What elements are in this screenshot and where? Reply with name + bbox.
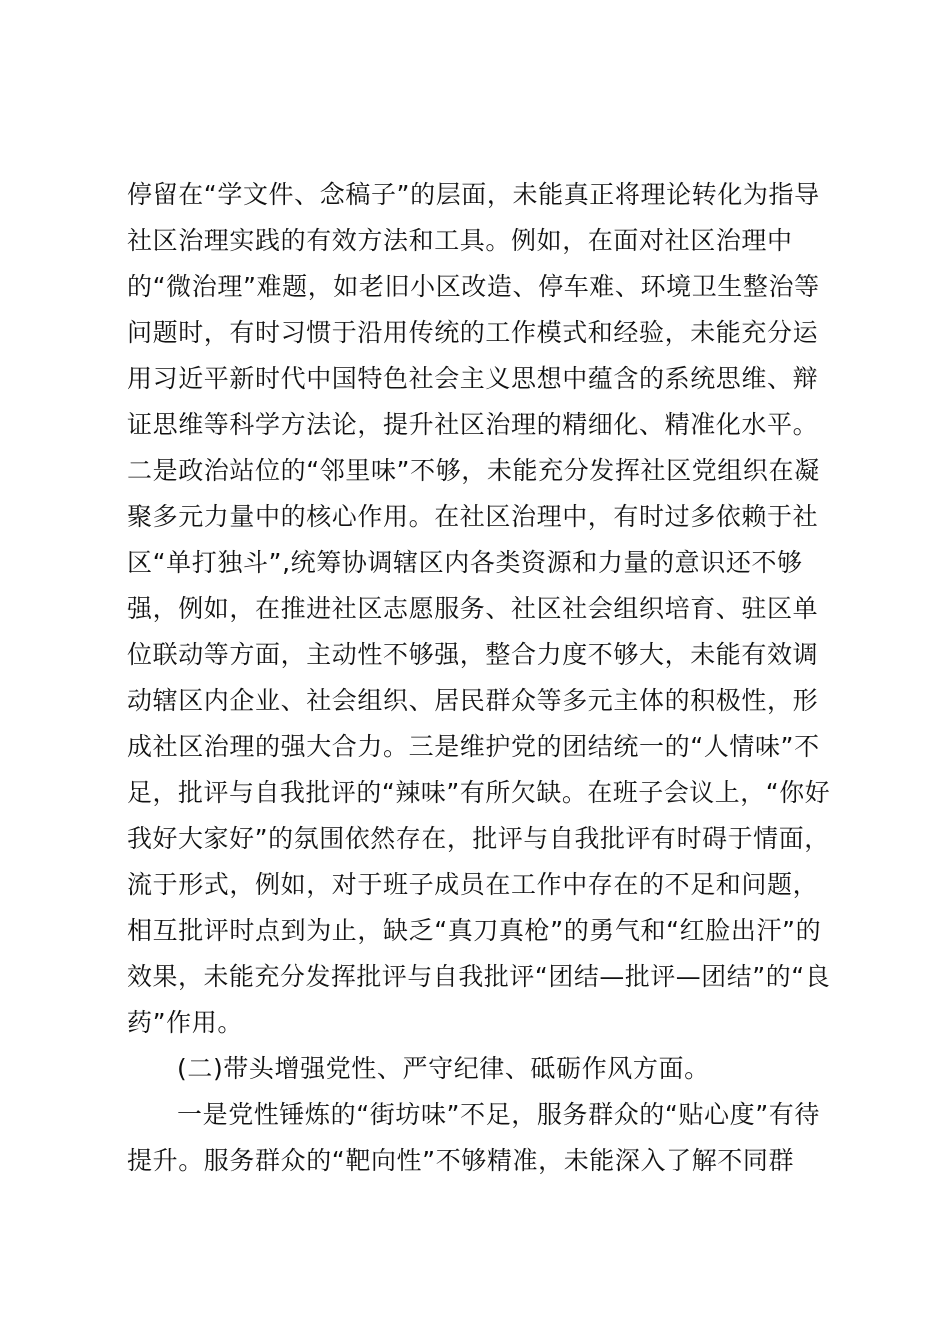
text-line: 的“微治理”难题，如老旧小区改造、停车难、环境卫生整治等: [127, 272, 820, 301]
text-line: 证思维等科学方法论，提升社区治理的精细化、精准化水平。: [127, 410, 819, 439]
text-line: 聚多元力量中的核心作用。在社区治理中，有时过多依赖于社: [127, 502, 819, 531]
text-line: 位联动等方面，主动性不够强，整合力度不够大，未能有效调: [127, 640, 819, 669]
text-line: 社区治理实践的有效方法和工具。例如，在面对社区治理中: [127, 226, 793, 255]
text-line: 我好大家好”的氛围依然存在，批评与自我批评有时碍于情面，: [127, 824, 830, 853]
text-line: 药”作用。: [127, 1008, 243, 1037]
text-line: 一是党性锤炼的“街坊味”不足，服务群众的“贴心度”有待: [177, 1100, 821, 1129]
text-line: 相互批评时点到为止，缺乏“真刀真枪”的勇气和“红脸出汗”的: [127, 916, 822, 945]
text-line: 强，例如，在推进社区志愿服务、社区社会组织培育、驻区单: [127, 594, 819, 623]
text-line: 足，批评与自我批评的“辣味”有所欠缺。在班子会议上，“你好: [127, 778, 831, 807]
text-line: 用习近平新时代中国特色社会主义思想中蕴含的系统思维、辩: [127, 364, 819, 393]
text-line: 流于形式，例如，对于班子成员在工作中存在的不足和问题，: [127, 870, 819, 899]
text-line: 动辖区内企业、社会组织、居民群众等多元主体的积极性，形: [127, 686, 819, 715]
text-line: 区“单打独斗”,统筹协调辖区内各类资源和力量的意识还不够: [127, 548, 803, 577]
text-line: 问题时，有时习惯于沿用传统的工作模式和经验，未能充分运: [127, 318, 819, 347]
text-line: 二是政治站位的“邻里味”不够，未能充分发挥社区党组织在凝: [127, 456, 820, 485]
section-heading: (二)带头增强党性、严守纪律、砥砺作风方面。: [177, 1054, 710, 1083]
text-line: 成社区治理的强大合力。三是维护党的团结统一的“人情味”不: [127, 732, 820, 761]
text-line: 提升。服务群众的“靶向性”不够精准，未能深入了解不同群: [127, 1146, 795, 1175]
text-line: 停留在“学文件、念稿子”的层面，未能真正将理论转化为指导: [127, 180, 820, 209]
text-line: 效果，未能充分发挥批评与自我批评“团结—批评—团结”的“良: [127, 962, 831, 991]
